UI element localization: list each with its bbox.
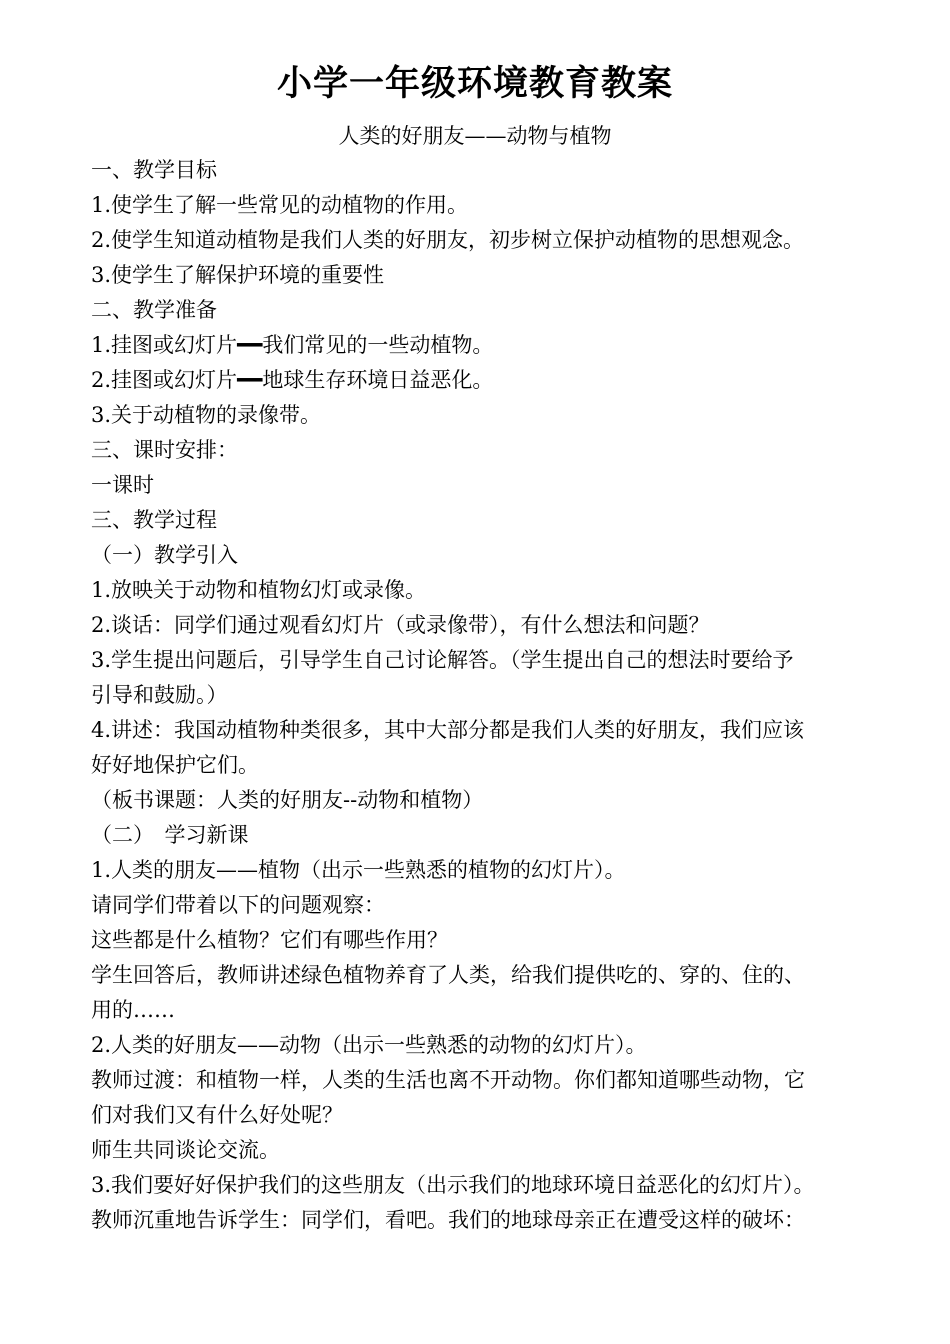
text-line: （一）教学引入 [91, 543, 238, 567]
text-line: 2.谈话：同学们通过观看幻灯片（或录像带），有什么想法和问题？ [91, 613, 710, 637]
text-line: 一课时 [91, 473, 154, 497]
text-line: 一、教学目标 [91, 158, 217, 182]
text-line: 2.使学生知道动植物是我们人类的好朋友，初步树立保护动植物的思想观念。 [91, 228, 805, 252]
document-body [91, 153, 866, 1238]
text-line: 引导和鼓励。） [91, 683, 228, 707]
text-line: 4.讲述：我国动植物种类很多，其中大部分都是我们人类的好朋友，我们应该 [91, 718, 805, 742]
text-line: 们对我们又有什么好处呢？ [91, 1103, 343, 1127]
text-line: 3.关于动植物的录像带。 [91, 403, 322, 427]
text-line: （板书课题：人类的好朋友--动物和植物） [91, 788, 484, 812]
text-line: 教师沉重地告诉学生：同学们，看吧。我们的地球母亲正在遭受这样的破坏： [91, 1208, 805, 1232]
document-title: 小学一年级环境教育教案 [276, 64, 673, 104]
text-line: 3.我们要好好保护我们的这些朋友（出示我们的地球环境日益恶化的幻灯片）。 [91, 1173, 815, 1197]
text-line: 二、教学准备 [91, 298, 217, 322]
text-line: 2.挂图或幻灯片━━地球生存环境日益恶化。 [91, 368, 494, 392]
text-line: 2.人类的好朋友——动物（出示一些熟悉的动物的幻灯片）。 [91, 1033, 647, 1057]
text-line: 1.使学生了解一些常见的动植物的作用。 [91, 193, 469, 217]
text-line: 教师过渡：和植物一样，人类的生活也离不开动物。你们都知道哪些动物，它 [91, 1068, 805, 1092]
document-subtitle: 人类的好朋友——动物与植物 [338, 124, 612, 148]
text-line: 1.人类的朋友——植物（出示一些熟悉的植物的幻灯片）。 [91, 858, 626, 882]
text-line: 学生回答后，教师讲述绿色植物养育了人类，给我们提供吃的、穿的、住的、 [91, 963, 805, 987]
text-line: 这些都是什么植物？它们有哪些作用？ [91, 928, 448, 952]
text-line: 三、教学过程 [91, 508, 217, 532]
text-line: （二） 学习新课 [91, 823, 249, 847]
text-line: 好好地保护它们。 [91, 753, 259, 777]
text-line: 1.放映关于动物和植物幻灯或录像。 [91, 578, 427, 602]
text-line: 3.使学生了解保护环境的重要性 [91, 263, 385, 287]
text-line: 三、课时安排： [91, 438, 238, 462]
text-line: 请同学们带着以下的问题观察： [91, 893, 385, 917]
text-line: 用的…… [91, 998, 175, 1022]
text-line: 1.挂图或幻灯片━━我们常见的一些动植物。 [91, 333, 494, 357]
text-line: 3.学生提出问题后，引导学生自己讨论解答。（学生提出自己的想法时要给予 [91, 648, 794, 672]
text-line: 师生共同谈论交流。 [91, 1138, 280, 1162]
